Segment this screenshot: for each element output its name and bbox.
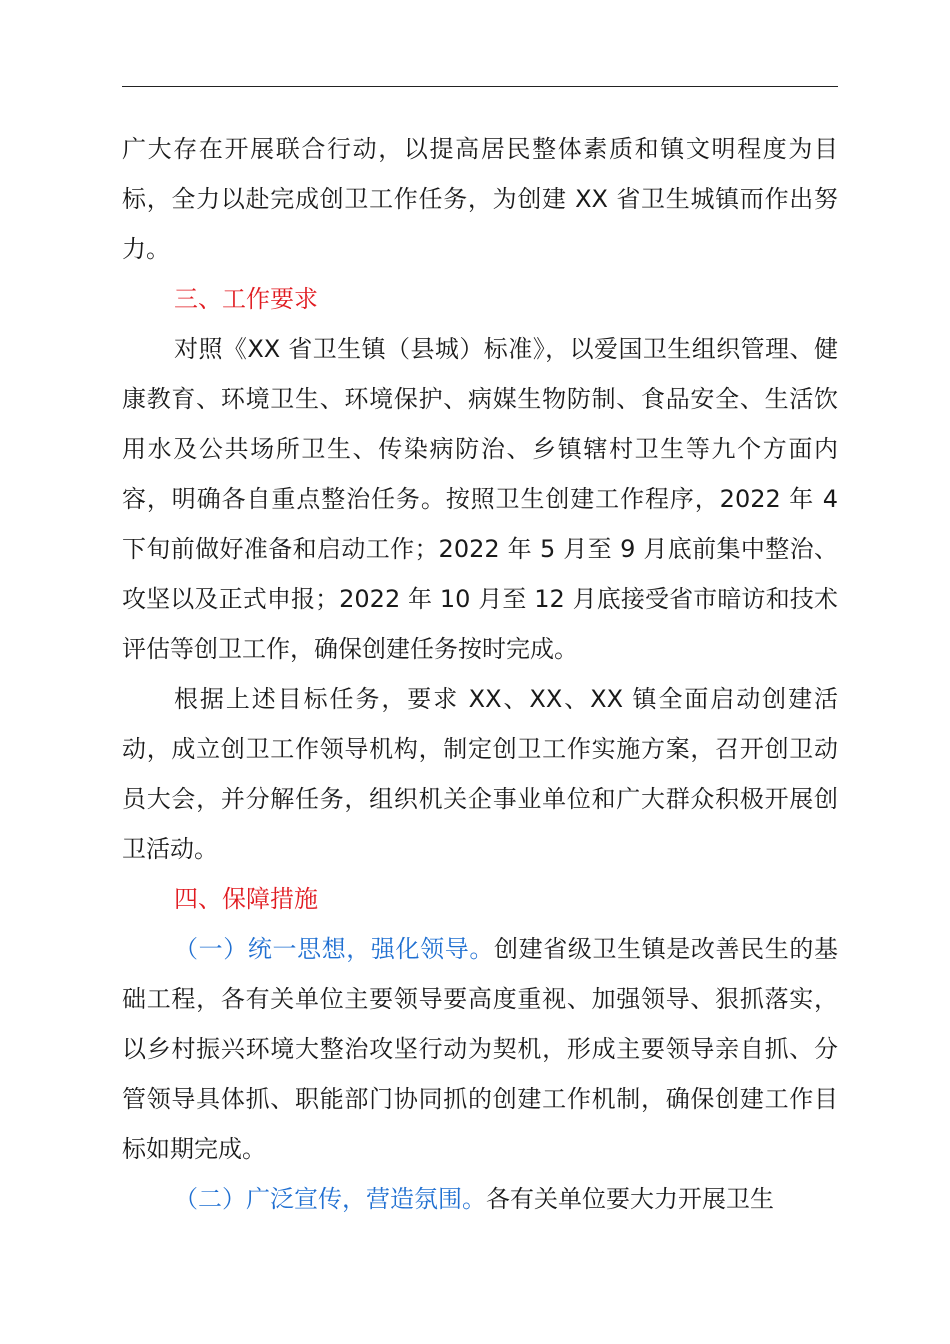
section-heading-3: 三、工作要求 (174, 285, 318, 313)
paragraph-tasks: 根据上述目标任务，要求 XX、XX、XX 镇全面启动创建活动，成立创卫工作领导机构，制定创卫工作实施方案，召开创卫动员大会，并分解任务，组织机关企事业单位和广大群众积极开展创卫活动。 (122, 685, 838, 863)
subsection-2 (122, 1174, 838, 1224)
header-rule (122, 86, 838, 87)
subsection-2-title: （二）广泛宣传，营造氛围。 (174, 1185, 486, 1213)
subsection-1 (122, 924, 838, 1174)
subsection-2-body: 各有关单位要大力开展卫生 (486, 1185, 774, 1213)
subsection-1-title: （一）统一思想，强化领导。 (174, 935, 494, 963)
document-body (122, 124, 838, 1224)
section-heading-4: 四、保障措施 (174, 885, 318, 913)
paragraph-continued: 广大存在开展联合行动，以提高居民整体素质和镇文明程度为目标，全力以赴完成创卫工作任务，为创建 XX 省卫生城镇而作出努力。 (122, 135, 838, 263)
paragraph-requirements: 对照《XX 省卫生镇（县城）标准》，以爱国卫生组织管理、健康教育、环境卫生、环境保护、病媒生物防制、食品安全、生活饮用水及公共场所卫生、传染病防治、乡镇辖村卫生等九个方面内容，明确各自重点整治任务。按照卫生创建工作程序，2022 年 4 下旬前做好准备和启动工作；2022 年 5 月至 9 月底前集中整治、攻坚以及正式申报；2022 年 10 月至 12 月底接受省市暗访和技术评估等创卫工作，确保创建任务按时完成。 (122, 335, 838, 663)
subsection-1-body: 创建省级卫生镇是改善民生的基础工程，各有关单位主要领导要高度重视、加强领导、狠抓落实，以乡村振兴环境大整治攻坚行动为契机，形成主要领导亲自抓、分管领导具体抓、职能部门协同抓的创建工作机制，确保创建工作目标如期完成。 (122, 935, 838, 1163)
